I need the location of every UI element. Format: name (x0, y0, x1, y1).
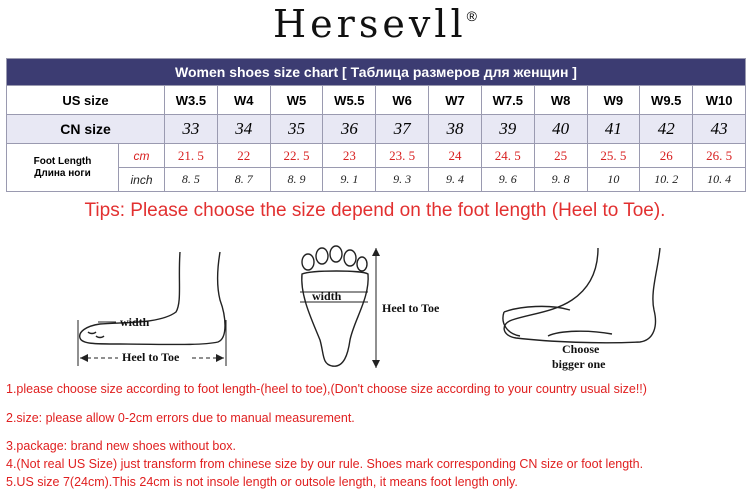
cn-size-cell: 43 (693, 115, 746, 144)
cn-size-cell: 35 (270, 115, 323, 144)
foot-length-cm-cell: 23 (323, 144, 376, 168)
us-size-row (7, 86, 746, 115)
sole-width-label: width (312, 289, 342, 303)
foot-length-inch-cell: 10. 2 (640, 168, 693, 192)
cn-size-cell: 37 (376, 115, 429, 144)
cn-size-row (7, 115, 746, 144)
side-heel-to-toe-label: Heel to Toe (122, 350, 180, 364)
brand-logo (0, 2, 750, 46)
side-width-label: width (120, 315, 150, 329)
us-size-cell: W9 (587, 86, 640, 115)
us-size-label: US size (7, 86, 165, 115)
note-3: 3.package: brand new shoes without box. (6, 439, 237, 453)
foot-length-label (7, 144, 119, 192)
choose-label-line2: bigger one (552, 357, 606, 371)
note-1: 1.please choose size according to foot length-(heel to toe),(Don't choose size according to your country usual size!!) (6, 382, 647, 396)
note-2: 2.size: please allow 0-2cm errors due to manual measurement. (6, 411, 355, 425)
foot-length-inch-cell: 9. 6 (481, 168, 534, 192)
inch-unit-label: inch (119, 168, 165, 192)
foot-length-cm-cell: 22 (217, 144, 270, 168)
us-size-cell: W6 (376, 86, 429, 115)
foot-length-cm-row (7, 144, 746, 168)
cn-size-cell: 38 (429, 115, 482, 144)
foot-length-inch-cell: 10. 4 (693, 168, 746, 192)
foot-length-cm-cell: 26 (640, 144, 693, 168)
cn-size-cell: 40 (534, 115, 587, 144)
foot-length-label-en: Foot Length (33, 155, 92, 167)
foot-length-inch-cell: 9. 3 (376, 168, 429, 192)
cn-size-cell: 39 (481, 115, 534, 144)
size-chart-table (6, 58, 746, 192)
cn-size-label: CN size (7, 115, 165, 144)
sole-foot-diagram (292, 240, 462, 380)
foot-length-cm-cell: 23. 5 (376, 144, 429, 168)
cn-size-cell: 36 (323, 115, 376, 144)
us-size-cell: W7 (429, 86, 482, 115)
foot-length-inch-cell: 8. 7 (217, 168, 270, 192)
foot-length-inch-cell: 9. 1 (323, 168, 376, 192)
us-size-cell: W9.5 (640, 86, 693, 115)
foot-length-inch-cell: 10 (587, 168, 640, 192)
cn-size-cell: 41 (587, 115, 640, 144)
brand-name: Hersevll (273, 2, 467, 46)
us-size-cell: W10 (693, 86, 746, 115)
foot-in-shoe-diagram (490, 240, 710, 380)
registered-mark: ® (466, 8, 477, 24)
foot-length-inch-cell: 8. 5 (165, 168, 218, 192)
foot-length-inch-cell: 9. 8 (534, 168, 587, 192)
cn-size-cell: 42 (640, 115, 693, 144)
choose-label-line1: Choose (562, 342, 600, 356)
foot-length-label-ru: Длина ноги (34, 167, 91, 179)
size-chart-title-row (7, 59, 746, 86)
foot-length-cm-cell: 26. 5 (693, 144, 746, 168)
note-4: 4.(Not real US Size) just transform from chinese size by our rule. Shoes mark corresponding CN size or foot length. (6, 457, 644, 471)
us-size-cell: W5 (270, 86, 323, 115)
us-size-cell: W8 (534, 86, 587, 115)
sole-heel-to-toe-label: Heel to Toe (382, 301, 440, 315)
cn-size-cell: 34 (217, 115, 270, 144)
note-5: 5.US size 7(24cm).This 24cm is not insole length or outsole length, it means foot length only. (6, 475, 518, 489)
foot-length-cm-cell: 24. 5 (481, 144, 534, 168)
tips-text: Tips: Please choose the size depend on the foot length (Heel to Toe). (84, 200, 666, 221)
us-size-cell: W3.5 (165, 86, 218, 115)
side-foot-diagram (60, 240, 250, 380)
foot-length-cm-cell: 24 (429, 144, 482, 168)
foot-length-cm-cell: 25 (534, 144, 587, 168)
us-size-cell: W4 (217, 86, 270, 115)
cn-size-cell: 33 (165, 115, 218, 144)
us-size-cell: W7.5 (481, 86, 534, 115)
foot-length-inch-cell: 9. 4 (429, 168, 482, 192)
foot-length-cm-cell: 25. 5 (587, 144, 640, 168)
us-size-cell: W5.5 (323, 86, 376, 115)
size-chart-title: Women shoes size chart [ Таблица размеров для женщин ] (7, 59, 746, 86)
foot-length-inch-cell: 8. 9 (270, 168, 323, 192)
foot-length-cm-cell: 21. 5 (165, 144, 218, 168)
cm-unit-label: cm (119, 144, 165, 168)
foot-length-cm-cell: 22. 5 (270, 144, 323, 168)
